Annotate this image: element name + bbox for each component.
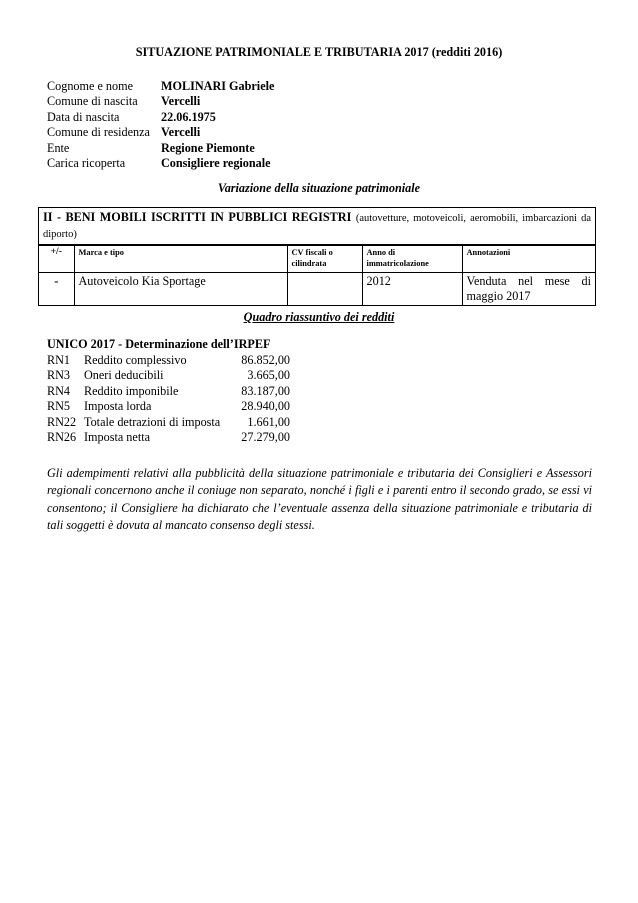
info-row [47, 141, 274, 156]
column-header-annotazioni: Annotazioni [462, 246, 595, 273]
info-label: Comune di residenza [47, 125, 150, 140]
info-row [47, 79, 274, 94]
reddito-code: RN4 [47, 383, 71, 398]
reddito-desc: Totale detrazioni di imposta [84, 414, 221, 429]
reddito-row [47, 353, 290, 368]
table-row [39, 273, 595, 306]
info-value: MOLINARI Gabriele [161, 79, 275, 93]
info-value: Vercelli [161, 94, 201, 109]
column-header-cv: CV fiscali o cilindrata [287, 246, 362, 273]
reddito-amount: 86.852,00 [241, 353, 290, 367]
reddito-desc: Reddito imponibile [84, 383, 179, 398]
info-label: Cognome e nome [47, 79, 133, 93]
beni-mobili-box [38, 207, 596, 306]
info-row [47, 94, 274, 109]
reddito-row [47, 368, 290, 383]
reddito-row [47, 415, 290, 430]
column-header-anno: Anno di immatricolazione [362, 246, 462, 273]
personal-info-table [47, 79, 274, 171]
reddito-desc: Imposta netta [84, 430, 150, 445]
reddito-amount: 3.665,00 [247, 368, 290, 383]
reddito-amount: 27.279,00 [241, 430, 290, 445]
privacy-note: Gli adempimenti relativi alla pubblicità della situazione patrimoniale e tributaria dei Consiglieri e Assessori regionali concernono anche il coniuge non separato, nonché i figli e i parenti entro il secondo grado, se essi vi consentono; il Consigliere ha dichiarato che l’eventuale assenza della situazione patrimoniale e tributaria di tali soggetti è dovuta al mancato consenso degli stessi. [47, 466, 592, 532]
table-header-row [39, 246, 595, 273]
info-value: Vercelli [161, 125, 201, 140]
info-value: Consigliere regionale [161, 156, 271, 171]
reddito-code: RN26 [47, 430, 77, 445]
beni-mobili-subtitle: (autovetture, motoveicoli, aeromobili, imbarcazioni da diporto) [43, 213, 592, 240]
info-row [47, 110, 274, 125]
cell-marca: Autoveicolo Kia Sportage [74, 273, 287, 306]
reddito-desc: Oneri deducibili [84, 368, 164, 383]
annotation-line-2: maggio 2017 [466, 289, 531, 303]
unico-title: UNICO 2017 - Determinazione dell’IRPEF [47, 337, 271, 351]
reddito-desc: Imposta lorda [84, 399, 152, 414]
info-label: Ente [47, 140, 70, 155]
info-label: Data di nascita [47, 109, 120, 124]
reddito-desc: Reddito complessivo [84, 353, 187, 367]
column-header-marca: Marca e tipo [74, 246, 287, 273]
cell-sign: - [39, 273, 74, 306]
info-row [47, 156, 274, 171]
reddito-amount: 1.661,00 [247, 414, 290, 429]
reddito-amount: 83.187,00 [241, 383, 290, 398]
cell-annotazioni [462, 273, 595, 306]
beni-mobili-header [39, 208, 595, 245]
reddito-amount: 28.940,00 [241, 399, 290, 414]
info-value: Regione Piemonte [161, 140, 255, 155]
reddito-row [47, 430, 290, 445]
info-label: Carica ricoperta [47, 156, 126, 171]
info-row [47, 125, 274, 140]
reddito-row [47, 399, 290, 414]
info-value: 22.06.1975 [161, 109, 216, 124]
info-label: Comune di nascita [47, 94, 138, 109]
column-header-sign: +/- [39, 246, 74, 273]
redditi-table [47, 353, 290, 445]
reddito-row [47, 384, 290, 399]
reddito-code: RN5 [47, 399, 71, 414]
annotation-line-1: Venduta nel mese di [466, 274, 591, 288]
document-title: SITUAZIONE PATRIMONIALE E TRIBUTARIA 2017 (redditi 2016) [135, 45, 503, 59]
reddito-code: RN22 [47, 414, 77, 429]
beni-mobili-title: II - BENI MOBILI ISCRITTI IN PUBBLICI REGISTRI [43, 210, 352, 224]
reddito-code: RN3 [47, 368, 71, 383]
beni-mobili-table [39, 245, 595, 305]
reddito-code: RN1 [47, 353, 71, 367]
cell-anno: 2012 [362, 273, 462, 306]
quadro-heading: Quadro riassuntivo dei redditi [243, 310, 395, 324]
variazione-heading: Variazione della situazione patrimoniale [217, 181, 421, 195]
cell-cv [287, 273, 362, 306]
